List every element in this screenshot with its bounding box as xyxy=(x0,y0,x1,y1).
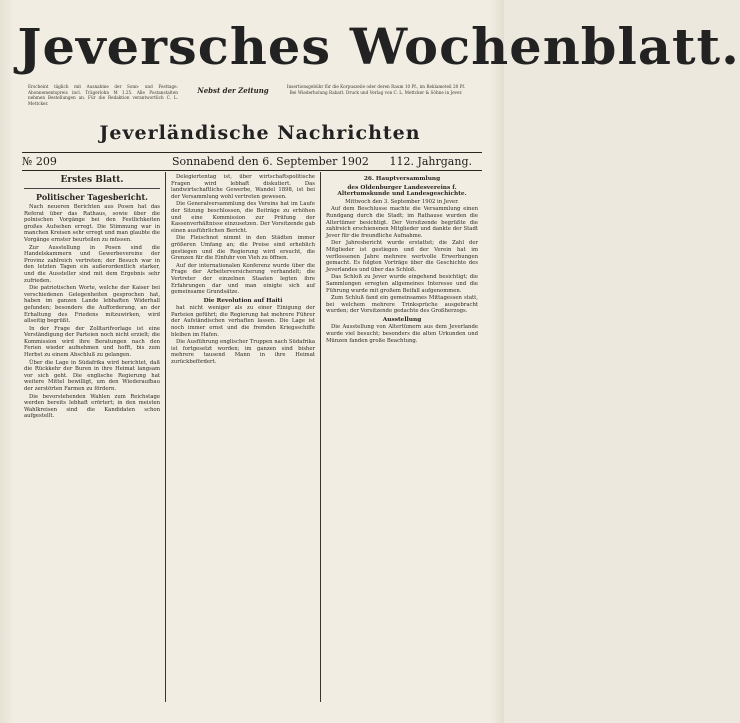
paragraph: hat nicht weniger als zu einer Einigung der Parteien geführt; die Regierung hat mehrere Führer der Aufständischen verhaften lassen. Die Lage ist noch immer ernst und die fremden Kriegsschiffe bleiben im Hafen. xyxy=(171,305,315,338)
paragraph: Die Ausführung englischer Truppen nach Südafrika ist fortgesetzt worden; im ganzen sind bisher mehrere tausend Mann in ihre Heimat zurückbefördert. xyxy=(171,339,315,366)
volume-year: 112. Jahrgang. xyxy=(389,155,472,168)
paragraph: In der Frage der Zolltarifvorlage ist eine Verständigung der Parteien noch nicht erzielt; die Kommission wird ihre Beratungen nach den Ferien wieder aufnehmen und hofft, bis zum Herbst zu einem Abschluß zu gelangen. xyxy=(24,325,160,359)
article-heading: Politischer Tagesbericht. xyxy=(36,192,148,202)
paragraph: Auf dem Beschlusse machte die Versammlung einen Rundgang durch die Stadt; im Rathause wurden die Altertümer besichtigt. Der Vorsitzende begrüßte die zahlreich erschienenen Mitglieder und dankte der Stadt Jever für die freundliche Aufnahme. xyxy=(326,206,478,239)
advertising-note: Insertionsgebühr für die Korpuszeile oder deren Raum 10 Pf., im Reklameteil 20 Pf. Bei Wiederholung Rabatt. Druck und Verlag von C. L. Mettcker & Söhne in Jever. xyxy=(286,84,466,95)
paragraph: Die patriotischen Worte, welche der Kaiser bei verschiedenen Gelegenheiten gesprochen hat, haben im ganzen Lande lebhaften Widerhall gefunden; besonders die Aufforderung, an der Erhaltung des Friedens mitzuwirken, wird allseitig begrüßt. xyxy=(24,285,160,325)
paragraph: Über die Lage in Südafrika wird berichtet, daß die Rückkehr der Buren in ihre Heimat langsam vor sich geht. Die englische Regierung hat weitere Mittel bewilligt, um den Wiederaufbau der zerstörten Farmen zu fördern. xyxy=(24,359,160,393)
subscription-note: Erscheint täglich mit Ausnahme der Sonn- und Festtage. Abonnementspreis incl. Trägerlohn M 1.25. Alle Postanstalten nehmen Bestellungen an. Für die Redaktion verantwortlich C. L. Mettcker. xyxy=(28,84,178,106)
column-2 xyxy=(171,174,315,699)
section-subheading: Ausstellung xyxy=(382,316,422,323)
masthead-title: Jeversches Wochenblatt. xyxy=(17,17,740,76)
paragraph: Zur Ausstellung in Posen sind die Handelskammern und Gewerbevereine der Provinz zahlreich vertreten; der Besuch war in den letzten Tagen ein außerordentlich starker, und die Aussteller sind mit dem Ergebnis sehr zufrieden. xyxy=(24,244,160,284)
dateline xyxy=(22,155,472,169)
article-subheading: des Oldenburger Landesvereins f. Altertumskunde und Landesgeschichte. xyxy=(337,184,467,198)
paragraph: Der Jahresbericht wurde erstattet; die Zahl der Mitglieder ist gestiegen und der Verein hat im verflossenen Jahre mehrere wertvolle Erwerbungen gemacht. Es folgten Vorträge über die Geschichte des Jeverlandes und über das Schloß. xyxy=(326,240,478,273)
rule-bottom xyxy=(22,170,482,171)
issue-number: № 209 xyxy=(22,155,57,168)
article-heading: 26. Hauptversammlung xyxy=(363,176,441,182)
paragraph: Die Ausstellung von Altertümern aus dem Jeverlande wurde viel besucht; besonders die alten Urkunden und Münzen fanden große Beachtung. xyxy=(326,324,478,344)
section-heading: Erstes Blatt. xyxy=(24,175,160,189)
column-divider-1 xyxy=(165,172,166,702)
article-dateline: Mittwoch den 3. September 1902 in Jever. xyxy=(345,198,459,205)
newspaper-subtitle: Jeverländische Nachrichten xyxy=(99,122,421,144)
column-3 xyxy=(326,174,478,699)
paragraph: Zum Schluß fand ein gemeinsames Mittagessen statt, bei welchem mehrere Trinksprüche ausgebracht wurden; der Vorsitzende gedachte des Großherzogs. xyxy=(326,295,478,315)
column-1 xyxy=(24,174,160,699)
paragraph: Nach neueren Berichten aus Posen hat das Referat über das Rathaus, sowie über die polnischen Vorgänge bei den Festlichkeiten großes Aufsehen erregt. Die Stimmung war in manchen Kreisen sehr erregt und man glaubte die Vorgänge ernster beurteilen zu müssen. xyxy=(24,204,160,243)
paragraph: Die Fleischnot nimmt in den Städten immer größeren Umfang an; die Preise sind erheblich gestiegen und die Regierung wird ersucht, die Grenzen für die Einfuhr von Vieh zu öffnen. xyxy=(171,235,315,262)
supplement-note: Nebst der Zeitung xyxy=(197,86,269,95)
article-heading: Die Revolution auf Haiti xyxy=(203,297,283,304)
paragraph: Delegiertentag ist, über wirtschaftspolitische Fragen wird lebhaft diskutiert. Das landwirtschaftliche Gewerbe, Wandel 1898, ist bei der Versammlung wohl vertreten gewesen. xyxy=(171,174,315,200)
issue-date: Sonnabend den 6. September 1902 xyxy=(172,155,369,168)
column-divider-2 xyxy=(320,172,321,702)
rule-top xyxy=(22,152,482,153)
paragraph: Die bevorstehenden Wahlen zum Reichstage werden bereits lebhaft erörtert; in den meisten Wahlkreisen sind die Kandidaten schon aufgestellt. xyxy=(24,393,160,420)
paragraph: Das Schloß zu Jever wurde eingehend besichtigt; die Sammlungen erregten allgemeines Interesse und die Führung wurde mit großem Beifall aufgenommen. xyxy=(326,274,478,294)
paragraph: Auf der internationalen Konferenz wurde über die Frage der Arbeiterversicherung verhandelt; die Vertreter der einzelnen Staaten legten ihre Erfahrungen dar und man einigte sich auf gemeinsame Grundsätze. xyxy=(171,262,315,296)
paragraph: Die Generalversammlung des Vereins hat im Laufe der Sitzung beschlossen, die Beiträge zu erhöhen und eine Kommission zur Prüfung der Kassenverhältnisse einzusetzen. Der Vorsitzende gab einen ausführlichen Bericht. xyxy=(171,201,315,234)
